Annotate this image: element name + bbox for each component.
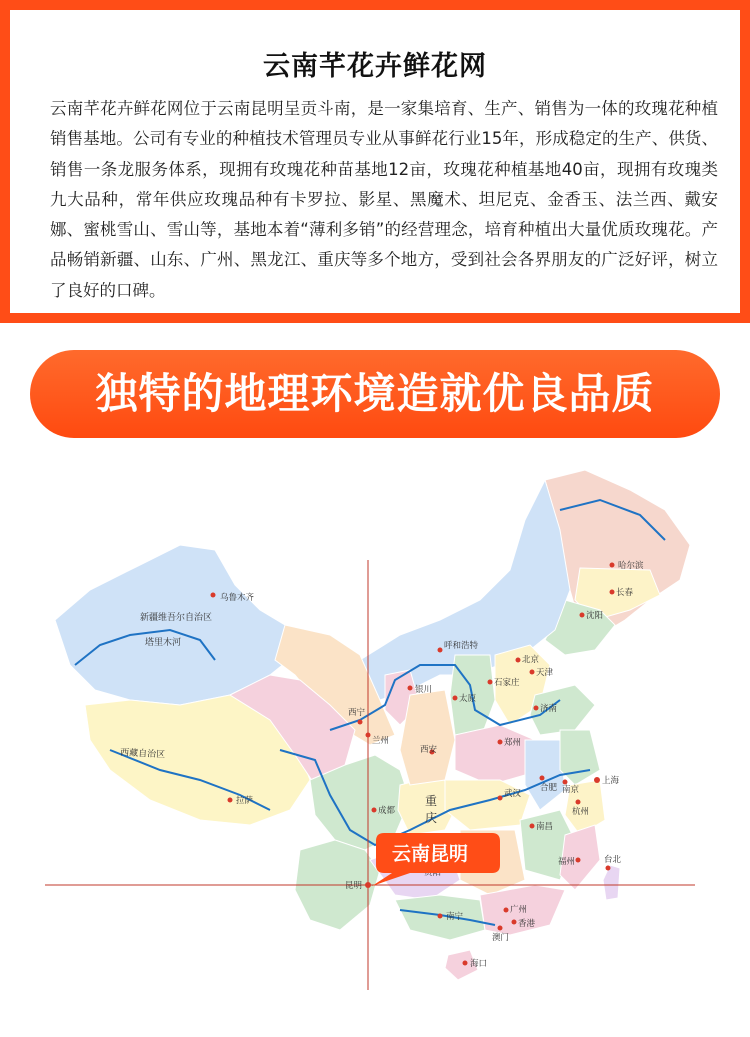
city-dot-lanzhou: [366, 733, 371, 738]
city-dot-hongkong: [512, 920, 517, 925]
city-dot-tianjin: [530, 670, 535, 675]
region-jiangsu: [560, 730, 600, 785]
city-label-taiyuan: 太原: [459, 694, 477, 704]
city-label-tianjin: 天津: [536, 668, 554, 678]
city-dot-haikou: [463, 961, 468, 966]
city-dot-shenyang: [580, 613, 585, 618]
city-label-hangzhou: 杭州: [572, 807, 590, 817]
city-dot-nanning: [438, 914, 443, 919]
city-label-nanning: 南宁: [446, 912, 464, 922]
city-label-nanchang: 南昌: [536, 822, 554, 832]
city-dot-urumqi: [211, 593, 216, 598]
city-dot-taiyuan: [453, 696, 458, 701]
intro-panel: [0, 0, 750, 323]
city-label-haikou: 海口: [470, 959, 488, 969]
city-label-hongkong: 香港: [518, 919, 536, 929]
city-label-jinan: 济南: [540, 704, 558, 714]
region-taiwan: [603, 865, 620, 900]
city-label-chengdu: 成都: [378, 806, 396, 816]
city-dot-nanchang: [530, 824, 535, 829]
city-label-harbin: 哈尔滨: [618, 561, 644, 571]
label-xinjiang: 新疆维吾尔自治区: [140, 613, 213, 623]
city-dot-shijiazhuang: [488, 680, 493, 685]
city-dot-xining: [358, 720, 363, 725]
label-tarim: 塔里木河: [145, 638, 182, 648]
slogan-banner: 独特的地理环境造就优良品质: [30, 350, 720, 438]
city-label-wuhan: 武汉: [504, 789, 522, 799]
city-dot-beijing: [516, 658, 521, 663]
label-tibet: 西藏自治区: [119, 748, 166, 761]
city-dot-fuzhou: [576, 858, 581, 863]
city-label-shijiazhuang: 石家庄: [494, 678, 520, 688]
callout-label: 云南昆明: [392, 843, 469, 865]
region-shaanxi: [400, 690, 455, 785]
city-dot-changchun: [610, 590, 615, 595]
city-label-urumqi: 乌鲁木齐: [220, 593, 255, 603]
label-chongqing-2: 庆: [425, 811, 438, 825]
city-dot-lhasa: [228, 798, 233, 803]
city-dot-zhengzhou: [498, 740, 503, 745]
city-dot-guangzhou: [504, 908, 509, 913]
city-dot-chengdu: [372, 808, 377, 813]
city-label-macau: 澳门: [492, 933, 510, 943]
city-label-changchun: 长春: [616, 588, 634, 598]
city-label-zhengzhou: 郑州: [504, 738, 522, 748]
city-label-xining: 西宁: [348, 708, 366, 718]
region-henan: [455, 725, 535, 785]
city-dot-hangzhou: [576, 800, 581, 805]
city-dot-shanghai: [594, 777, 600, 783]
city-label-xian: 西安: [420, 745, 438, 755]
city-dot-jinan: [534, 706, 539, 711]
city-label-shenyang: 沈阳: [586, 611, 604, 621]
intro-body: 云南芊花卉鲜花网位于云南昆明呈贡斗南，是一家集培育、生产、销售为一体的玫瑰花种植销售基地。公司有专业的种植技术管理员专业从事鲜花行业15年，形成稳定的生产、供货、销售一条龙服务体系，现拥有玫瑰花种苗基地12亩，玫瑰花种植基地40亩，现拥有玫瑰类九大品种，常年供应玫瑰品种有卡罗拉、影星、黑魔术、坦尼克、金香玉、法兰西、戴安娜、蜜桃雪山、雪山等，基地本着“薄利多销”的经营理念，培育种植出大量优质玫瑰花。产品畅销新疆、山东、广州、黑龙江、重庆等多个地方，受到社会各界朋友的广泛好评，树立了良好的口碑。: [50, 99, 718, 300]
city-dot-wuhan: [498, 796, 503, 801]
city-label-hefei: 合肥: [540, 783, 558, 793]
city-label-taipei: 台北: [604, 855, 622, 865]
city-dot-hefei: [540, 776, 545, 781]
city-label-beijing: 北京: [522, 655, 540, 665]
city-label-kunming: 昆明: [345, 881, 363, 891]
intro-title: 云南芊花卉鲜花网: [263, 51, 487, 82]
region-hubei: [445, 780, 530, 830]
city-label-lanzhou: 兰州: [372, 736, 390, 746]
city-dot-hohhot: [438, 648, 443, 653]
city-dot-macau: [498, 926, 503, 931]
city-dot-kunming: [365, 882, 371, 888]
city-label-yinchuan: 银川: [415, 685, 433, 695]
city-label-guangzhou: 广州: [510, 905, 528, 915]
china-map-graphic: [0, 450, 750, 1037]
city-label-lhasa: 拉萨: [236, 796, 254, 806]
city-label-fuzhou: 福州: [558, 857, 576, 867]
china-map: [0, 450, 750, 1037]
city-dot-taipei: [606, 866, 611, 871]
label-chongqing-1: 重: [425, 794, 438, 808]
city-dot-harbin: [610, 563, 615, 568]
city-dot-yinchuan: [408, 686, 413, 691]
city-label-shanghai: 上海: [602, 776, 620, 786]
city-label-nanjing: 南京: [562, 785, 580, 795]
city-dot-nanjing: [563, 780, 568, 785]
city-label-hohhot: 呼和浩特: [444, 641, 479, 651]
